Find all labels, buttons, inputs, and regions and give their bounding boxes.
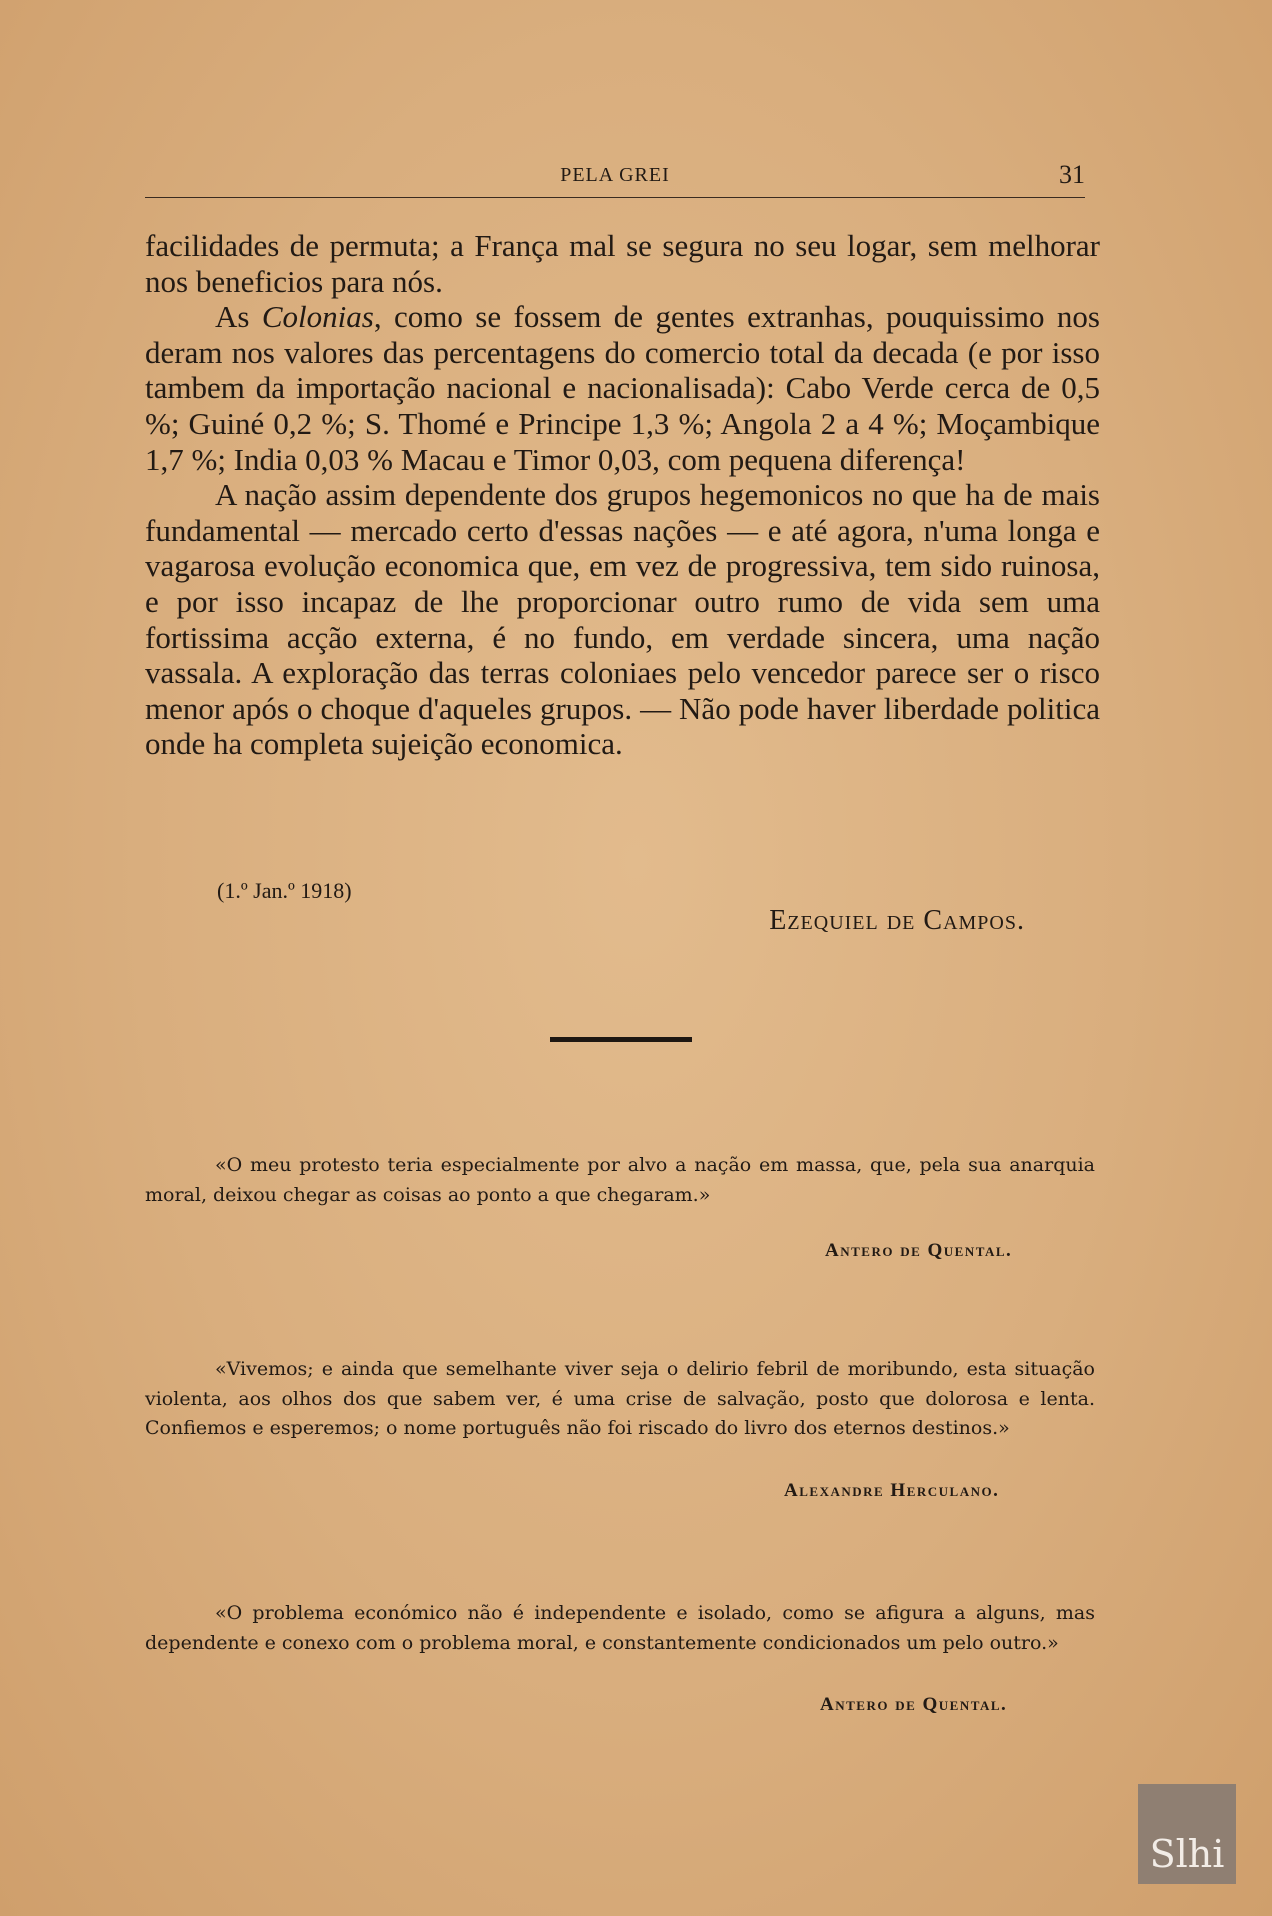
article-author: Ezequiel de Campos. <box>769 905 1025 936</box>
quote-1-text: «O meu protesto teria especialmente por alvo a nação em massa, que, pela sua anarquia moral, deixou chegar as coisas ao ponto a que chegaram.» <box>145 1154 1095 1206</box>
colonias-italic: Colonias <box>261 299 374 335</box>
quote-3 <box>145 1599 1095 1658</box>
paragraph-1: facilidades de permuta; a França mal se segura no seu logar, sem melhorar nos beneficios para nós. <box>145 228 1100 299</box>
quote-3-author: Antero de Quental. <box>820 1694 1008 1715</box>
library-logo: Slhi <box>1138 1784 1236 1884</box>
section-divider <box>550 1037 692 1042</box>
paragraph-2 <box>145 299 1100 477</box>
running-title: PELA GREI <box>560 164 670 186</box>
quote-2 <box>145 1355 1095 1444</box>
running-header <box>145 160 1085 196</box>
paragraph-2-rest: , como se fossem de gentes extranhas, pouquissimo nos deram nos valores das percentagens do comercio total da decada (e por isso tambem da importação nacional e nacionalisada): Cabo Verde cerca de 0,5 %; Guiné 0,2 %; S. Thomé e Principe 1,3 %; Angola 2 a 4 %; Moçambique 1,7 %; India 0,03 % Macau e Timor 0,03, com pequena diferença! <box>145 299 1100 477</box>
paragraph-3: A nação assim dependente dos grupos hegemonicos no que ha de mais fundamental — mercado certo d'essas nações — e até agora, n'uma longa e vagarosa evolução economica que, em vez de progressiva, tem sido ruinosa, e por isso incapaz de lhe proporcionar outro rumo de vida sem uma fortissima acção externa, é no fundo, em verdade sincera, uma nação vassala. A exploração das terras coloniaes pelo vencedor parece ser o risco menor após o choque d'aqueles grupos. — Não pode haver liberdade politica onde ha completa sujeição economica. <box>145 477 1100 762</box>
paragraph-2-start: As <box>215 299 262 335</box>
header-rule <box>145 197 1085 198</box>
quote-2-author: Alexandre Herculano. <box>784 1480 1000 1501</box>
quote-1 <box>145 1151 1095 1210</box>
page-number: 31 <box>1059 160 1085 189</box>
quote-3-text: «O problema económico não é independente e isolado, como se afigura a alguns, mas dependente e conexo com o problema moral, e constantemente condicionados um pelo outro.» <box>145 1602 1095 1654</box>
article-date: (1.º Jan.º 1918) <box>217 878 352 903</box>
quote-2-text: «Vivemos; e ainda que semelhante viver seja o delirio febril de moribundo, esta situação violenta, aos olhos dos que sabem ver, é uma crise de salvação, posto que dolorosa e lenta. Confiemos e esperemos; o nome português não foi riscado do livro dos eternos destinos.» <box>145 1358 1095 1439</box>
article-body <box>145 228 1100 762</box>
quote-1-author: Antero de Quental. <box>825 1240 1013 1261</box>
